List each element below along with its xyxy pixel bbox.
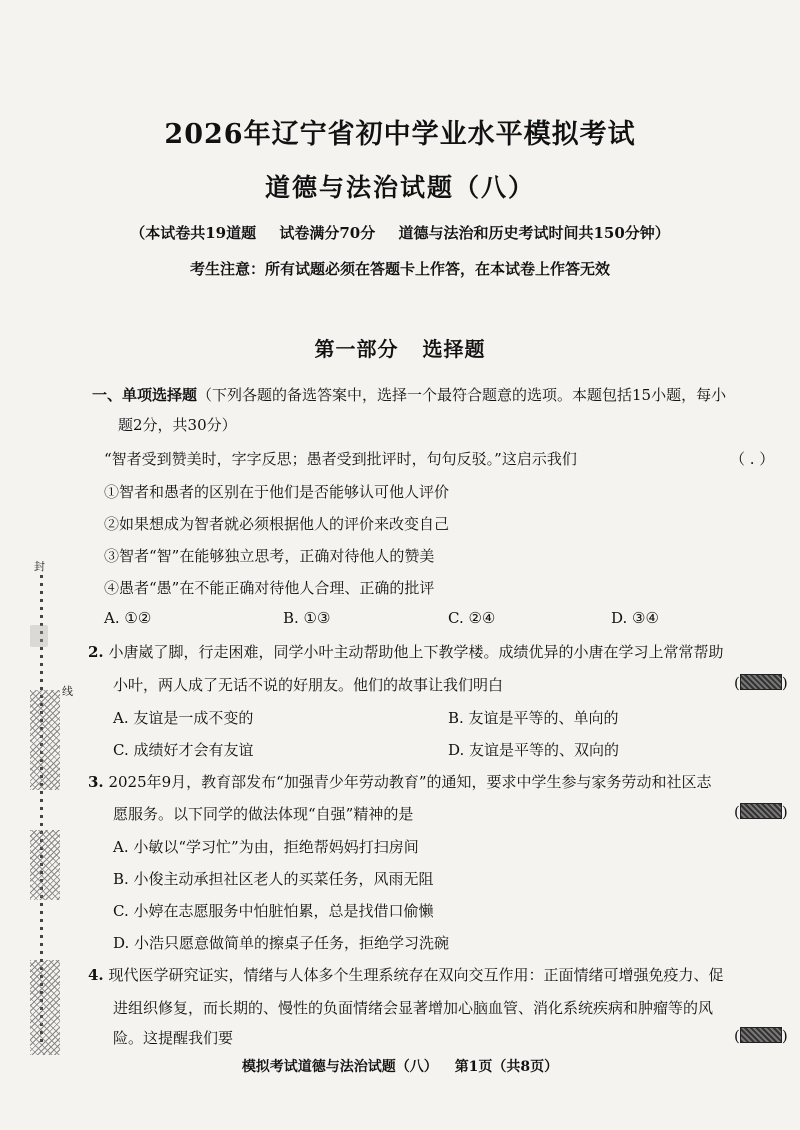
- q1-option-c: C. ②④: [448, 609, 496, 627]
- q3-answer-paren: ( ): [734, 803, 788, 821]
- q3-option-c: C. 小婷在志愿服务中怕脏怕累，总是找借口偷懒: [113, 902, 434, 920]
- q2-option-d: D. 友谊是平等的、双向的: [448, 741, 620, 759]
- binding-label-seal: 封: [34, 560, 45, 573]
- exam-info: [0, 222, 800, 243]
- q1-statement-2: ②如果想成为智者就必须根据他人的评价来改变自己: [104, 515, 450, 533]
- q2-stem-line2: 小叶，两人成了无话不说的好朋友。他们的故事让我们明白: [113, 676, 504, 694]
- redacted-mark: [740, 1027, 782, 1043]
- q2-option-b: B. 友谊是平等的、单向的: [448, 709, 619, 727]
- section-instructions: [92, 384, 726, 405]
- exam-notice: 考生注意：所有试题必须在答题卡上作答，在本试卷上作答无效: [189, 260, 610, 278]
- margin-smudge: [30, 625, 48, 647]
- section-instructions-line1: （下列各题的备选答案中，选择一个最符合题意的选项。本题包括15小题，每小: [197, 386, 727, 404]
- info-full-score: 试卷满分70分: [279, 224, 376, 242]
- footer-page-number: 第1页（共8页）: [454, 1059, 559, 1075]
- q3-option-d: D. 小浩只愿意做简单的擦桌子任务，拒绝学习洗碗: [113, 934, 450, 952]
- q2-stem-text1: 小唐崴了脚，行走困难，同学小叶主动帮助他上下教学楼。成绩优异的小唐在学习上常常帮助: [108, 643, 724, 661]
- q3-option-a: A. 小敏以“学习忙”为由，拒绝帮妈妈打扫房间: [113, 838, 419, 856]
- margin-handwriting: [30, 690, 60, 790]
- exam-subtitle: 道德与法治试题（八）: [264, 173, 535, 202]
- q4-stem-line1: [88, 964, 723, 985]
- q1-option-b: B. ①③: [283, 609, 331, 627]
- q1-stem: “智者受到赞美时，字字反思；愚者受到批评时，句句反驳。”这启示我们: [104, 450, 577, 468]
- q2-option-c: C. 成绩好才会有友谊: [113, 741, 254, 759]
- q2-stem-line1: [88, 641, 723, 662]
- q4-answer-paren: ( ): [734, 1027, 788, 1045]
- q2-answer-paren: ( ): [734, 674, 788, 692]
- section-instructions-line2: 题2分，共30分）: [118, 416, 237, 434]
- page-footer: [0, 1056, 800, 1076]
- q4-stem-line2: 进组织修复，而长期的、慢性的负面情绪会显著增加心脑血管、消化系统疾病和肿瘤等的风: [113, 999, 714, 1017]
- q3-number: 3.: [88, 773, 104, 791]
- redacted-mark: [740, 674, 782, 690]
- q4-stem-text1: 现代医学研究证实，情绪与人体多个生理系统存在双向交互作用：正面情绪可增强免疫力、促: [108, 966, 724, 984]
- exam-title: 2026年辽宁省初中学业水平模拟考试: [164, 119, 636, 150]
- q3-stem-line1: [88, 771, 712, 792]
- info-question-count: （本试卷共19道题: [130, 224, 257, 242]
- q1-statement-4: ④愚者“愚”在不能正确对待他人合理、正确的批评: [104, 579, 435, 597]
- q4-number: 4.: [88, 966, 104, 984]
- info-exam-time: 道德与法治和历史考试时间共150分钟）: [398, 224, 670, 242]
- part-number: 第一部分: [314, 337, 399, 361]
- q1-statement-1: ①智者和愚者的区别在于他们是否能够认可他人评价: [104, 483, 450, 501]
- footer-exam-name: 模拟考试道德与法治试题（八）: [241, 1059, 438, 1075]
- q1-option-a: A. ①②: [104, 609, 152, 627]
- binding-label-line: 线: [62, 685, 73, 698]
- q3-stem-line2: 愿服务。以下同学的做法体现“自强”精神的是: [113, 805, 414, 823]
- q1-answer-paren: （ . ）: [730, 450, 775, 468]
- q1-statement-3: ③智者“智”在能够独立思考，正确对待他人的赞美: [104, 547, 435, 565]
- margin-handwriting: [30, 830, 60, 900]
- q2-number: 2.: [88, 643, 104, 661]
- margin-handwriting: [30, 960, 60, 1055]
- redacted-mark: [740, 803, 782, 819]
- q1-option-d: D. ③④: [611, 609, 659, 627]
- part-heading: [0, 333, 800, 362]
- part-name: 选择题: [422, 337, 486, 361]
- q4-stem-line3: 险。这提醒我们要: [113, 1029, 234, 1047]
- q3-option-b: B. 小俊主动承担社区老人的买菜任务，风雨无阻: [113, 870, 434, 888]
- q3-stem-text1: 2025年9月，教育部发布“加强青少年劳动教育”的通知，要求中学生参与家务劳动和社区志: [108, 773, 712, 791]
- q2-option-a: A. 友谊是一成不变的: [113, 709, 254, 727]
- section-label: 一、单项选择题: [92, 386, 198, 404]
